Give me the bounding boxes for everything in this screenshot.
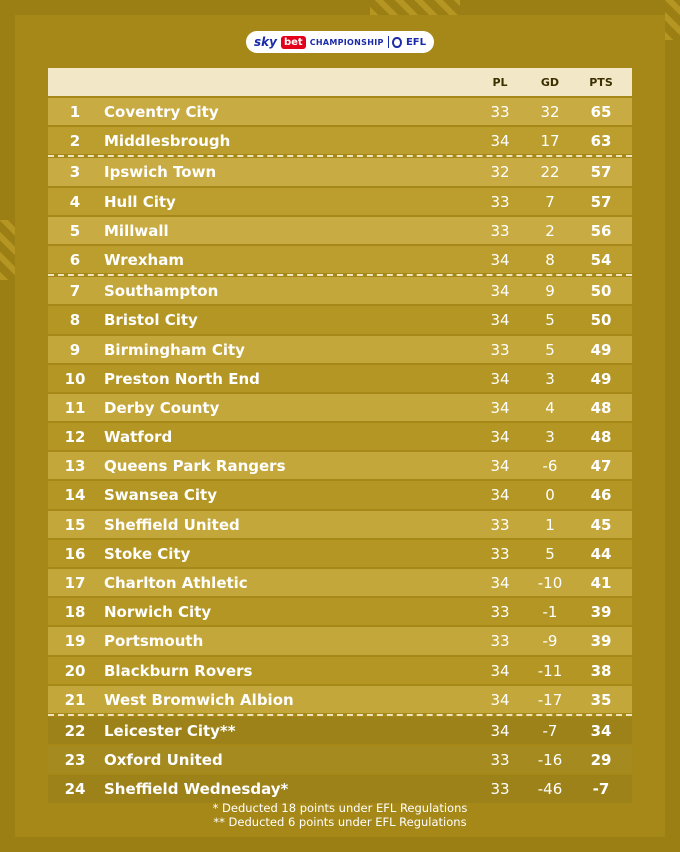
- table-row: [48, 336, 632, 363]
- cell-pos: 20: [64, 661, 86, 680]
- sky-bet-championship-logo: [246, 31, 434, 53]
- table-row: [48, 540, 632, 567]
- cell-pts: 45: [590, 515, 612, 534]
- cell-gd: 3: [545, 428, 555, 447]
- league-table: [48, 68, 632, 803]
- cell-pos: 11: [64, 398, 86, 417]
- cell-pos: 19: [64, 632, 86, 651]
- cell-pos: 22: [64, 721, 86, 740]
- cell-pl: 34: [490, 282, 510, 301]
- table-row: [48, 686, 632, 713]
- cell-pts: 65: [590, 103, 612, 121]
- cell-pts: 49: [590, 340, 612, 359]
- cell-team: Ipswich Town: [104, 163, 217, 182]
- cell-team: Birmingham City: [104, 340, 245, 359]
- table-row: [48, 188, 632, 215]
- cell-pos: 12: [64, 428, 86, 447]
- cell-pts: -7: [592, 780, 610, 799]
- logo-championship-text: CHAMPIONSHIP: [309, 37, 384, 47]
- cell-pos: 4: [69, 192, 81, 211]
- cell-gd: 4: [545, 398, 555, 417]
- table-row: [48, 717, 632, 744]
- cell-gd: 17: [540, 132, 560, 151]
- header-gd: GD: [540, 76, 560, 89]
- cell-gd: 32: [540, 103, 560, 121]
- cell-gd: -16: [537, 751, 563, 770]
- header-pl: PL: [492, 76, 508, 89]
- cell-pl: 33: [490, 544, 510, 563]
- cell-pl: 34: [490, 661, 510, 680]
- cell-pos: 5: [69, 221, 81, 240]
- cell-pl: 34: [490, 690, 510, 709]
- cell-pts: 49: [590, 369, 612, 388]
- cell-pl: 34: [490, 398, 510, 417]
- cell-gd: -6: [542, 457, 558, 476]
- table-row: [48, 277, 632, 304]
- cell-team: Sheffield United: [104, 515, 240, 534]
- cell-pts: 39: [590, 603, 612, 622]
- cell-pos: 15: [64, 515, 86, 534]
- table-row: [48, 158, 632, 185]
- cell-pl: 34: [490, 369, 510, 388]
- table-row: [48, 511, 632, 538]
- cell-pl: 33: [490, 221, 510, 240]
- cell-pos: 10: [64, 369, 86, 388]
- cell-gd: -11: [537, 661, 563, 680]
- cell-pts: 48: [590, 398, 612, 417]
- cell-gd: 0: [545, 486, 555, 505]
- cell-pts: 50: [590, 282, 612, 301]
- cell-team: Leicester City**: [104, 721, 236, 740]
- cell-pts: 44: [590, 544, 612, 563]
- cell-pos: 7: [69, 282, 81, 301]
- cell-team: Hull City: [104, 192, 176, 211]
- table-row: [48, 423, 632, 450]
- cell-team: Sheffield Wednesday*: [104, 780, 289, 799]
- logo-sky-text: sky: [254, 35, 277, 49]
- table-row: [48, 481, 632, 508]
- table-row: [48, 598, 632, 625]
- cell-pl: 34: [490, 428, 510, 447]
- cell-gd: 1: [545, 515, 555, 534]
- cell-team: Preston North End: [104, 369, 260, 388]
- cell-pts: 47: [590, 457, 612, 476]
- zone-divider: [48, 714, 632, 716]
- cell-pts: 38: [590, 661, 612, 680]
- cell-pos: 23: [64, 751, 86, 770]
- cell-pos: 3: [69, 163, 81, 182]
- background-stripe: [0, 220, 15, 280]
- table-row: [48, 246, 632, 273]
- cell-pl: 33: [490, 103, 510, 121]
- table-header: [48, 68, 632, 96]
- cell-pl: 34: [490, 721, 510, 740]
- cell-team: Middlesbrough: [104, 132, 231, 151]
- background-stripe: [665, 0, 680, 40]
- cell-pts: 35: [590, 690, 612, 709]
- cell-pts: 57: [590, 163, 612, 182]
- cell-pts: 46: [590, 486, 612, 505]
- table-row: [48, 306, 632, 333]
- cell-pts: 50: [590, 311, 612, 330]
- cell-pts: 34: [590, 721, 612, 740]
- table-body: [48, 98, 632, 803]
- cell-gd: -10: [537, 574, 563, 592]
- cell-gd: 7: [545, 192, 555, 211]
- cell-pl: 34: [490, 457, 510, 476]
- cell-gd: 22: [540, 163, 560, 182]
- background-stripe: [370, 0, 460, 15]
- logo-efl-text: EFL: [405, 36, 426, 48]
- table-row: [48, 365, 632, 392]
- cell-pos: 2: [69, 132, 81, 151]
- cell-pts: 54: [590, 250, 612, 269]
- cell-team: Stoke City: [104, 544, 191, 563]
- cell-gd: 5: [545, 544, 555, 563]
- cell-team: Portsmouth: [104, 632, 204, 651]
- cell-gd: 5: [545, 311, 555, 330]
- cell-pos: 1: [69, 103, 81, 121]
- table-row: [48, 775, 632, 802]
- cell-pos: 24: [64, 780, 86, 799]
- cell-gd: -9: [542, 632, 558, 651]
- zone-divider: [48, 274, 632, 276]
- cell-pts: 56: [590, 221, 612, 240]
- table-row: [48, 746, 632, 773]
- cell-pl: 33: [490, 340, 510, 359]
- cell-pts: 39: [590, 632, 612, 651]
- cell-pl: 34: [490, 132, 510, 151]
- table-row: [48, 569, 632, 596]
- logo-bet-text: bet: [281, 36, 306, 49]
- cell-gd: 2: [545, 221, 555, 240]
- efl-badge-icon: [392, 37, 402, 48]
- cell-team: Oxford United: [104, 751, 223, 770]
- cell-pts: 63: [590, 132, 612, 151]
- cell-pos: 13: [64, 457, 86, 476]
- cell-pl: 34: [490, 311, 510, 330]
- cell-gd: 5: [545, 340, 555, 359]
- footnotes: [0, 801, 680, 829]
- cell-pl: 33: [490, 632, 510, 651]
- cell-pos: 6: [69, 250, 81, 269]
- cell-pos: 18: [64, 603, 86, 622]
- cell-pl: 34: [490, 486, 510, 505]
- cell-team: Millwall: [104, 221, 169, 240]
- cell-pos: 8: [69, 311, 81, 330]
- cell-team: Swansea City: [104, 486, 218, 505]
- cell-pl: 33: [490, 192, 510, 211]
- cell-pts: 29: [590, 751, 612, 770]
- cell-pos: 9: [69, 340, 81, 359]
- cell-gd: -17: [537, 690, 563, 709]
- logo-separator: [388, 36, 389, 48]
- footnote-1: * Deducted 18 points under EFL Regulations: [212, 801, 468, 815]
- cell-gd: 9: [545, 282, 555, 301]
- table-row: [48, 127, 632, 154]
- cell-pl: 33: [490, 780, 510, 799]
- cell-team: Watford: [104, 428, 173, 447]
- cell-pos: 14: [64, 486, 86, 505]
- cell-team: Norwich City: [104, 603, 212, 622]
- cell-gd: 8: [545, 250, 555, 269]
- table-row: [48, 627, 632, 654]
- table-row: [48, 657, 632, 684]
- cell-pl: 34: [490, 574, 510, 592]
- cell-pts: 57: [590, 192, 612, 211]
- cell-pl: 32: [490, 163, 510, 182]
- cell-team: Wrexham: [104, 250, 184, 269]
- cell-team: Queens Park Rangers: [104, 457, 286, 476]
- cell-team: West Bromwich Albion: [104, 690, 294, 709]
- table-row: [48, 394, 632, 421]
- footnote-2: ** Deducted 6 points under EFL Regulations: [213, 815, 467, 829]
- cell-team: Coventry City: [104, 103, 219, 121]
- header-pts: PTS: [589, 76, 613, 89]
- cell-pts: 48: [590, 428, 612, 447]
- cell-gd: -7: [542, 721, 558, 740]
- cell-team: Southampton: [104, 282, 219, 301]
- table-row: [48, 452, 632, 479]
- table-row: [48, 98, 632, 125]
- cell-pos: 21: [64, 690, 86, 709]
- cell-pts: 41: [590, 574, 612, 592]
- cell-gd: -1: [542, 603, 558, 622]
- cell-pl: 33: [490, 751, 510, 770]
- table-row: [48, 217, 632, 244]
- cell-team: Charlton Athletic: [104, 574, 248, 592]
- zone-divider: [48, 155, 632, 157]
- cell-pos: 17: [64, 574, 86, 592]
- cell-team: Bristol City: [104, 311, 198, 330]
- cell-team: Derby County: [104, 398, 220, 417]
- cell-gd: -46: [537, 780, 563, 799]
- cell-gd: 3: [545, 369, 555, 388]
- cell-pl: 33: [490, 515, 510, 534]
- cell-pl: 34: [490, 250, 510, 269]
- cell-team: Blackburn Rovers: [104, 661, 253, 680]
- cell-pos: 16: [64, 544, 86, 563]
- cell-pl: 33: [490, 603, 510, 622]
